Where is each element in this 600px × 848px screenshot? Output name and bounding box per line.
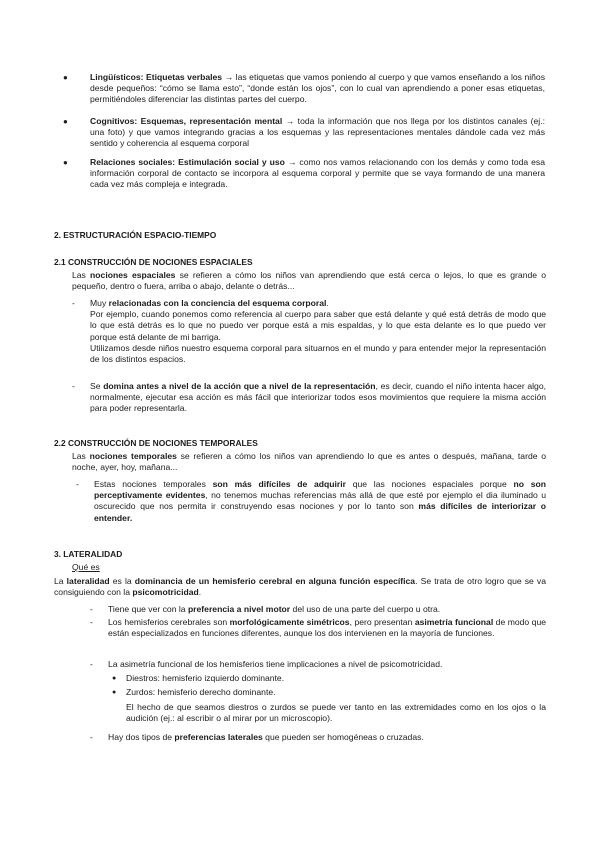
subheading-que-es: Qué es (72, 562, 100, 572)
dash-item-esquema-corporal: - Muy relacionadas con la conciencia del esquema corporal. Por ejemplo, cuando ponemos como referencia al cuerpo para saber que está delante y qué está detrás de modo que lo que está detrás es lo que no puedo ver porque está a mis espaldas, y lo que esta delante es lo que puedo ver porque está delante de mi barriga. Utilizamos desde niños nuestro esquema corporal para situarnos en el mundo y para entender mejor la representación de los distintos espacios. (72, 298, 546, 365)
dash-marker: - (90, 659, 93, 669)
dash-marker: - (90, 732, 93, 742)
bullet-icon: ● (63, 158, 68, 167)
dash-item-accion-representacion: - Se domina antes a nivel de la acción que a nivel de la representación, es decir, cuando el niño intenta hacer algo, normalmente, ejecutar esa acción es más fácil que interiorizar todos esos movimientos que requiere la misma acción para poder representarla. (72, 381, 546, 414)
bullet-icon: ● (112, 689, 117, 696)
sub-bullet-zurdos: ● Zurdos: hemisferio derecho dominante. (112, 687, 276, 697)
dash-marker: - (76, 479, 79, 489)
subsection-heading-2-2: 2.2 CONSTRUCCIÓN DE NOCIONES TEMPORALES (54, 438, 258, 448)
bullet-text: → toda la información que nos llega por los distintos canales (ej.: una foto) y que vamos integrando gracias a los esquemas y las representaciones mentales dándole cada vez más sentido y coherencia al esquema corporal (90, 116, 545, 149)
bullet-icon: ● (63, 73, 68, 82)
dash-marker: - (90, 604, 93, 614)
bullet-item-linguisticos (63, 72, 545, 106)
bullet-item-cognitivos (63, 116, 545, 150)
bullet-title: Relaciones sociales: Estimulación social y uso (90, 157, 285, 167)
paragraph-nociones-temporales: Las nociones temporales se refieren a cómo los niños van aprendiendo lo que es antes o después, mañana, tarde o noche, ayer, hoy, mañana... (72, 451, 547, 473)
dash-item-temporales: - Estas nociones temporales son más difíciles de adquirir que las nociones espaciales porque no son perceptivamente evidentes, no tenemos muchas referencias más allá de que esté por ejemplo el dia iluminado u oscurecido que nos permita ir construyendo esas nociones y por lo tanto son más difíciles de interiorizar o entender. (76, 479, 546, 523)
dash-marker: - (90, 617, 93, 627)
example-paragraph: Utilizamos desde niños nuestro esquema corporal para situarnos en el mundo y para entender mejor la representación de los distintos espacios. (90, 342, 546, 365)
section-heading-2: 2. ESTRUCTURACIÓN ESPACIO-TIEMPO (54, 230, 217, 240)
bullet-title: Cognitivos: Esquemas, representación mental (90, 116, 283, 126)
subsection-heading-2-1: 2.1 CONSTRUCCIÓN DE NOCIONES ESPACIALES (54, 257, 253, 267)
dash-marker: - (72, 298, 75, 308)
bullet-icon: ● (112, 675, 117, 682)
dash-item-hemisferios: - Los hemisferios cerebrales son morfológicamente simétricos, pero presentan asimetría funcional de modo que están especializados en funciones diferentes, aunque los dos intervienen en la mayoría de funciones. (90, 617, 547, 639)
dash-marker: - (72, 381, 75, 391)
bullet-title: Lingüísticos: Etiquetas verbales (90, 72, 223, 82)
bullet-text: → las etiquetas que vamos poniendo al cuerpo y que vamos enseñando a los niños desde pequeños: “cómo se llama esto”, “donde están los ojos”, con lo cual van aprendiendo a poner esas etiquetas, permitiéndoles diferenciar las distintas partes del cuerpo. (90, 72, 545, 105)
bullet-text: → como nos vamos relacionando con los demás y como toda esa información corporal de contacto se incorpora al esquema corporal y permite que se vaya formando de una manera cada vez más compleja e integrada. (90, 157, 545, 190)
section-heading-3: 3. LATERALIDAD (54, 549, 123, 559)
paragraph-lateralidad: La lateralidad es la dominancia de un hemisferio cerebral en alguna función específica. Se trata de otro logro que se va consiguiendo con la psicomotricidad. (54, 576, 546, 598)
sub-bullet-diestros: ● Diestros: hemisferio izquierdo dominante. (112, 673, 285, 683)
bullet-icon: ● (63, 117, 68, 126)
bullet-item-relaciones-sociales (63, 157, 545, 191)
example-paragraph: Por ejemplo, cuando ponemos como referencia al cuerpo para saber que está delante y qué está detrás de modo que lo que está detrás es lo que no puedo ver porque está a mis espaldas, y lo que esta delante es lo que puedo ver porque está delante de mi barriga. (90, 309, 546, 342)
dash-item-preferencia-motor: - Tiene que ver con la preferencia a nivel motor del uso de una parte del cuerpo u otra. (90, 604, 441, 614)
dash-item-preferencias-laterales: - Hay dos tipos de preferencias laterales que pueden ser homogéneas o cruzadas. (90, 732, 424, 742)
dash-item-asimetria: - La asimetría funcional de los hemisferios tiene implicaciones a nivel de psicomotricidad. (90, 659, 443, 669)
paragraph-nociones-espaciales: Las nociones espaciales se refieren a cómo los niños van aprendiendo que está cerca o lejos, lo que es grande o pequeño, dentro o fuera, arriba o abajo, delante o detrás... (72, 270, 546, 292)
note-diestros-zurdos: El hecho de que seamos diestros o zurdos se puede ver tanto en las extremidades como en los ojos o la audición (ej.: al escribir o al mirar por un microscopio). (126, 702, 546, 724)
